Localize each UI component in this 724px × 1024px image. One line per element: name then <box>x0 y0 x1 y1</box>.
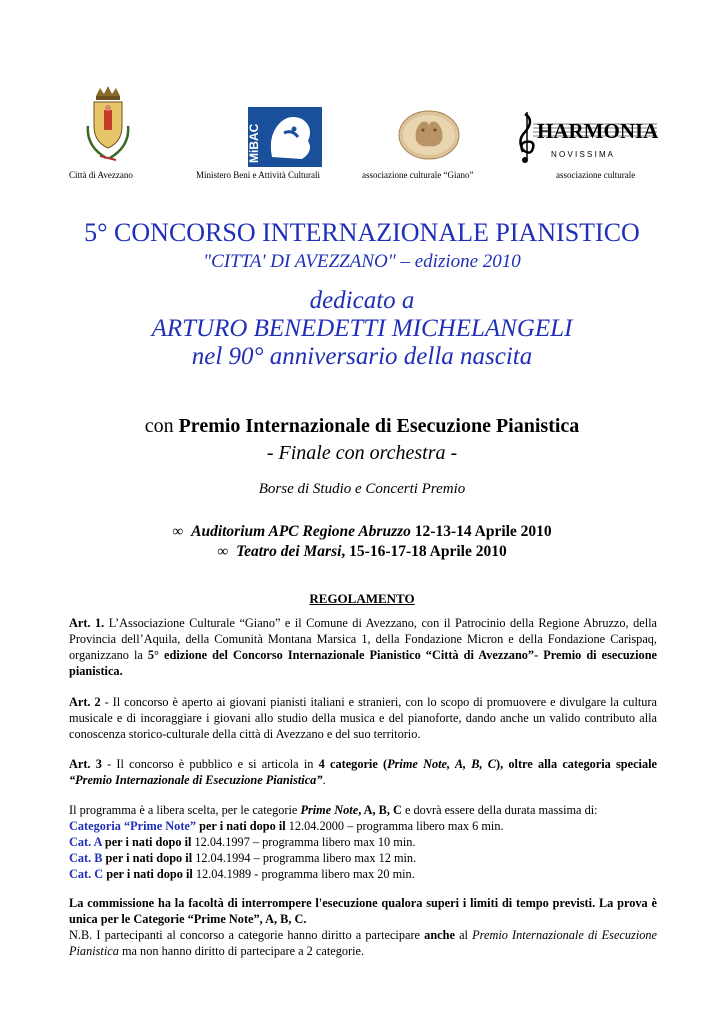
premio-name: Premio Internazionale di Esecuzione Pianistica <box>178 415 580 437</box>
art-3 <box>69 756 657 788</box>
category-rule: per i nati dopo il <box>101 835 195 849</box>
finale-line: - Finale con orchestra - <box>266 442 458 464</box>
borse-line: Borse di Studio e Concerti Premio <box>258 481 466 497</box>
nb-text-3: ma non hanno diritto di partecipare a 2 categorie. <box>118 944 365 958</box>
nb-anche: anche <box>424 928 455 942</box>
commissione-text: La commissione ha la facoltà di interrompere l'esecuzione qualora superi i limiti di tempo previsti. La prova è unica per le Categorie “Prime Note”, A, B, C. <box>69 896 657 926</box>
category-text: 12.04.1994 – programma libero max 12 min. <box>195 851 417 865</box>
category-name: Categoria “Prime Note” <box>69 819 197 833</box>
harmonia-title: HARMONIA <box>537 119 659 143</box>
category-name: Cat. C <box>69 867 104 881</box>
art-2-label: Art. 2 <box>69 695 101 709</box>
venue-2 <box>0 542 724 561</box>
art-1-label: Art. 1. <box>69 616 105 630</box>
harmonia-sub: N O V I S S I M A <box>551 150 613 159</box>
infinity-icon: ∞ <box>172 523 184 540</box>
art-3-special: “Premio Internazionale di Esecuzione Pianistica” <box>69 773 323 787</box>
art-3-label: Art. 3 <box>69 757 102 771</box>
prog-prime-note: Prime Note <box>300 803 359 817</box>
regolamento-heading: REGOLAMENTO <box>309 591 415 606</box>
nb-text-1: N.B. I partecipanti al concorso a categorie hanno diritto a partecipare <box>69 928 425 942</box>
art-3-b3: ), oltre alla categoria speciale <box>496 757 657 771</box>
category-rule: per i nati dopo il <box>103 867 196 881</box>
category-name: Cat. A <box>69 835 102 849</box>
art-1-bold: 5° edizione del Concorso Internazionale Pianistico “Città di Avezzano”- Premio di esecuzione pianistica. <box>69 648 657 678</box>
category-rule: per i nati dopo il <box>102 851 196 865</box>
page-subtitle: "CITTA' DI AVEZZANO" – edizione 2010 <box>203 251 521 272</box>
page-title: 5° CONCORSO INTERNAZIONALE PIANISTICO <box>84 218 640 247</box>
category-row <box>69 850 657 866</box>
category-row <box>69 866 657 882</box>
logo-harmonia <box>513 110 659 164</box>
logo-avezzano <box>84 86 132 166</box>
logo-label-harmonia: associazione culturale <box>556 170 636 180</box>
art-1-text: L’Associazione Culturale “Giano” e il Comune di Avezzano, con il Patrocinio della Regione Abruzzo, della Provincia dell’Aquila, della Comunità Montana Marsica 1, della Fondazione Micron e della Fondazione Carispaq, organizzano la <box>69 616 657 662</box>
premio-con: con <box>144 415 179 437</box>
logo-giano <box>398 110 460 160</box>
prog-abc: , A, B, C <box>358 803 402 817</box>
premio-line <box>0 414 724 438</box>
commissione <box>69 895 657 959</box>
prog-text-2: e dovrà essere della durata massima di: <box>401 803 598 817</box>
logo-label-giano: associazione culturale “Giano” <box>362 170 474 180</box>
dedication-line-2: ARTURO BENEDETTI MICHELANGELI <box>151 315 573 342</box>
category-text: 12.04.2000 – programma libero max 6 min. <box>288 819 504 833</box>
venue-1-dates: 12-13-14 Aprile 2010 <box>410 523 552 540</box>
art-1 <box>69 615 657 679</box>
art-3-cats: Prime Note, A, B, C <box>387 757 497 771</box>
programma <box>69 802 657 882</box>
art-3-end: . <box>322 773 326 787</box>
logo-label-avezzano: Città di Avezzano <box>69 170 133 180</box>
art-3-b1: 4 categorie <box>318 757 378 771</box>
venue-1 <box>0 522 724 541</box>
venue-1-place: Auditorium APC Regione Abruzzo <box>191 523 411 540</box>
venue-2-place: Teatro dei Marsi <box>236 543 342 560</box>
logo-label-mibac: Ministero Beni e Attività Culturali <box>196 170 320 180</box>
category-row <box>69 834 657 850</box>
dedication-line-1: dedicato a <box>309 287 415 314</box>
logo-mibac <box>248 107 322 167</box>
prog-text-1: Il programma è a libera scelta, per le categorie <box>69 803 301 817</box>
category-name: Cat. B <box>69 851 103 865</box>
category-rule: per i nati dopo il <box>196 819 289 833</box>
category-text: 12.04.1989 - programma libero max 20 min. <box>195 867 415 881</box>
art-3-text: - Il concorso è pubblico e si articola in <box>101 757 319 771</box>
infinity-icon: ∞ <box>217 543 229 560</box>
category-text: 12.04.1997 – programma libero max 10 min. <box>194 835 416 849</box>
nb-premio: Premio Internazionale di Esecuzione Pianistica <box>69 928 657 958</box>
category-row <box>69 818 657 834</box>
art-2-text: - Il concorso è aperto ai giovani pianisti italiani e stranieri, con lo scopo di promuovere e divulgare la cultura musicale e di incoraggiare i giovani allo studio della musica e del pianoforte, dando anche un valido contributo alla conoscenza storico-culturale della città di Avezzano e del suo territorio. <box>69 695 657 741</box>
dedication-line-3: nel 90° anniversario della nascita <box>191 343 533 370</box>
nb-text-2: al <box>454 928 473 942</box>
venue-2-dates: , 15-16-17-18 Aprile 2010 <box>341 543 507 560</box>
mibac-text: MiBAC <box>248 123 261 163</box>
art-3-b2: ( <box>377 757 388 771</box>
art-2 <box>69 694 657 742</box>
